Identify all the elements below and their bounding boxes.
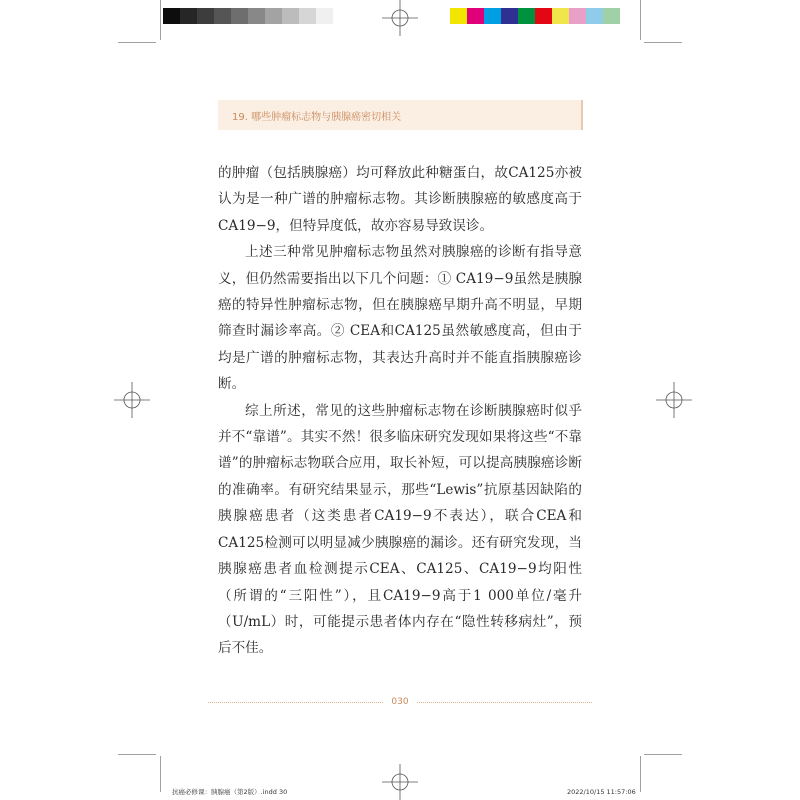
crop-mark-top-left-vertical <box>160 0 161 40</box>
registration-mark-left <box>114 382 150 418</box>
page-number-rule-right <box>417 702 592 703</box>
gray-swatch-1 <box>163 8 180 24</box>
gray-swatch-9 <box>299 8 316 24</box>
crop-mark-top-right-vertical <box>640 0 641 40</box>
color-swatch-9 <box>586 8 603 24</box>
crop-mark-bottom-left-vertical <box>160 756 161 792</box>
color-swatch-4 <box>501 8 518 24</box>
gray-swatch-7 <box>265 8 282 24</box>
color-swatch-8 <box>569 8 586 24</box>
color-swatch-1 <box>450 8 467 24</box>
crop-mark-top-left-horizontal <box>118 42 156 43</box>
page-number: 030 <box>391 697 409 707</box>
gray-swatch-2 <box>180 8 197 24</box>
slug-file-name: 抗癌必修课：胰腺癌（第2版）.indd 30 <box>172 788 288 796</box>
body-text <box>218 160 582 662</box>
paragraph-1: 的肿瘤（包括胰腺癌）均可释放此种糖蛋白，故CA125亦被认为是一种广谱的肿瘤标志物。其诊断胰腺癌的敏感度高于CA19−9，但特异度低，故亦容易导致误诊。 <box>218 165 582 234</box>
registration-mark-bottom <box>382 764 418 800</box>
color-swatch-2 <box>467 8 484 24</box>
registration-mark-right <box>656 382 692 418</box>
running-header <box>218 100 583 130</box>
crop-mark-bottom-left-horizontal <box>118 754 156 755</box>
paragraph-3: 综上所述，常见的这些肿瘤标志物在诊断胰腺癌时似乎并不“靠谱”。其实不然！很多临床研究发现如果将这些“不靠谱”的肿瘤标志物联合应用，取长补短，可以提高胰腺癌诊断的准确率。有研究结果显示，那些“Lewis”抗原基因缺陷的胰腺癌患者（这类患者CA19−9不表达），联合CEA和CA125检测可以明显减少胰腺癌的漏诊。还有研究发现，当胰腺癌患者血检测提示CEA、CA125、CA19−9均阳性（所谓的“三阳性”），且CA19−9高于1 000单位/毫升（U/mL）时，可能提示患者体内存在“隐性转移病灶”，预后不佳。 <box>218 402 582 657</box>
running-header-title: 19. 哪些肿瘤标志物与胰腺癌密切相关 <box>232 112 402 123</box>
paragraph-2: 上述三种常见肿瘤标志物虽然对胰腺癌的诊断有指导意义，但仍然需要指出以下几个问题：① CA19−9虽然是胰腺癌的特异性肿瘤标志物，但在胰腺癌早期升高不明显，早期筛查时漏诊率高。② CEA和CA125虽然敏感度高，但由于均是广谱的肿瘤标志物，其表达升高时并不能直指胰腺癌诊断。 <box>218 244 582 393</box>
crop-mark-bottom-right-horizontal <box>644 754 682 755</box>
slug-timestamp: 2022/10/15 11:57:06 <box>567 788 636 796</box>
page-number-row <box>0 695 800 709</box>
color-swatch-3 <box>484 8 501 24</box>
gray-swatch-10 <box>316 8 333 24</box>
gray-swatch-6 <box>248 8 265 24</box>
gray-swatch-4 <box>214 8 231 24</box>
registration-mark-top <box>382 0 418 36</box>
gray-swatch-5 <box>231 8 248 24</box>
gray-swatch-8 <box>282 8 299 24</box>
gray-swatch-3 <box>197 8 214 24</box>
crop-mark-top-right-horizontal <box>644 42 682 43</box>
color-swatch-7 <box>552 8 569 24</box>
page-number-rule-left <box>208 702 383 703</box>
color-swatch-5 <box>518 8 535 24</box>
crop-mark-bottom-right-vertical <box>640 756 641 792</box>
grayscale-color-bar <box>163 8 333 24</box>
color-swatch-6 <box>535 8 552 24</box>
color-swatch-10 <box>603 8 620 24</box>
process-color-bar <box>450 8 620 24</box>
